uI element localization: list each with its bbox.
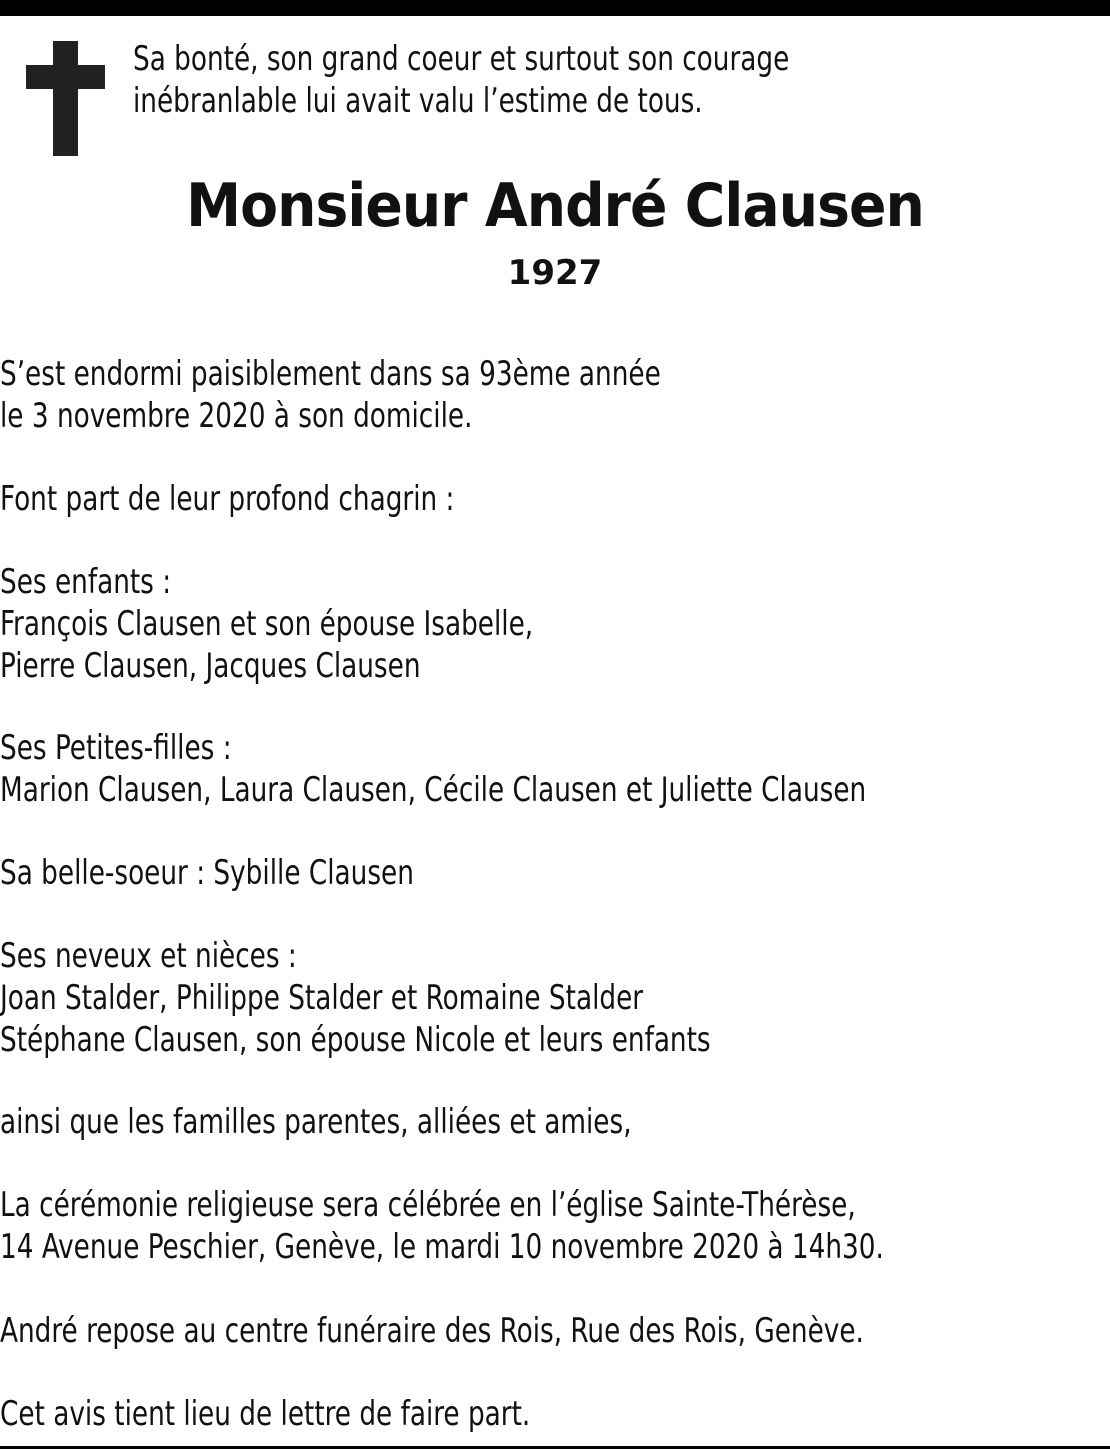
epigraph-line-2: inébranlable lui avait valu l’estime de tous. — [133, 81, 703, 121]
text-line: Font part de leur profond chagrin : — [0, 479, 455, 519]
cross-icon — [26, 41, 105, 156]
text-line: Sa belle-soeur : Sybille Clausen — [0, 853, 414, 893]
text-line: Ses enfants : — [0, 562, 172, 602]
deceased-name: Monsieur André Clausen — [186, 171, 924, 241]
bottom-rule — [0, 1446, 1110, 1449]
text-line: Marion Clausen, Laura Clausen, Cécile Clausen et Juliette Clausen — [0, 770, 867, 810]
paragraph-rest-place — [0, 1310, 972, 1352]
text-line: le 3 novembre 2020 à son domicile. — [0, 396, 473, 436]
text-line: André repose au centre funéraire des Rois, Rue des Rois, Genève. — [0, 1311, 864, 1351]
text-line: Cet avis tient lieu de lettre de faire part. — [0, 1394, 531, 1434]
paragraph-announcement — [0, 478, 972, 520]
birth-year: 1927 — [507, 253, 603, 293]
cross-vertical-bar — [53, 41, 78, 156]
text-line: Stéphane Clausen, son épouse Nicole et leurs enfants — [0, 1020, 711, 1060]
text-line: Ses neveux et nièces : — [0, 936, 297, 976]
epigraph — [133, 38, 950, 122]
text-line: François Clausen et son épouse Isabelle, — [0, 604, 534, 644]
paragraph-closing — [0, 1393, 972, 1435]
paragraph-granddaughters — [0, 727, 972, 811]
text-line: La cérémonie religieuse sera célébrée en l’église Sainte-Thérèse, — [0, 1185, 856, 1225]
epigraph-line-1: Sa bonté, son grand coeur et surtout son courage — [133, 39, 790, 79]
paragraph-sister-in-law — [0, 852, 972, 894]
text-line: 14 Avenue Peschier, Genève, le mardi 10 novembre 2020 à 14h30. — [0, 1227, 884, 1267]
paragraph-children — [0, 561, 972, 687]
paragraph-death-notice — [0, 353, 972, 437]
text-line: S’est endormi paisiblement dans sa 93ème année — [0, 354, 661, 394]
text-line: Joan Stalder, Philippe Stalder et Romaine Stalder — [0, 978, 644, 1018]
top-rule — [0, 0, 1110, 16]
paragraph-ceremony — [0, 1184, 972, 1268]
text-line: Ses Petites-filles : — [0, 728, 232, 768]
text-line: Pierre Clausen, Jacques Clausen — [0, 646, 421, 686]
text-line: ainsi que les familles parentes, alliées et amies, — [0, 1102, 632, 1142]
cross-horizontal-bar — [26, 65, 105, 89]
paragraph-families — [0, 1101, 972, 1143]
paragraph-nephews-nieces — [0, 935, 972, 1061]
